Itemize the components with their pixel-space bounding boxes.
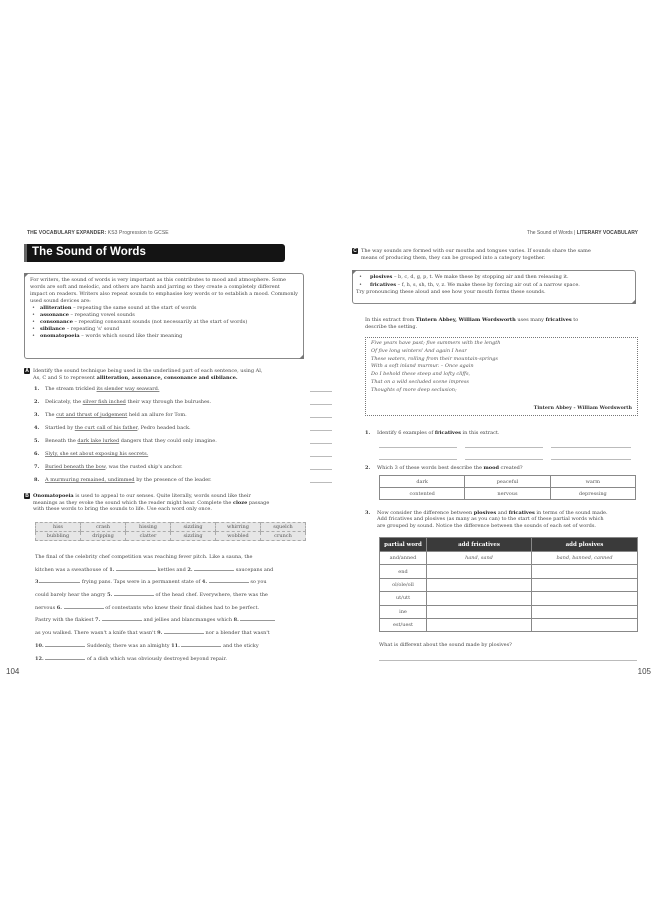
word-bank-cell: sizzling	[171, 532, 216, 541]
word-bank-cell: crash	[81, 523, 126, 532]
answer-line[interactable]	[310, 456, 332, 457]
answer-line[interactable]	[551, 459, 631, 460]
answer-line[interactable]	[310, 404, 332, 405]
section-badge-b: B	[25, 493, 29, 499]
cloze-blank[interactable]	[116, 565, 156, 571]
page-title: The Sound of Words	[32, 246, 147, 258]
poem-line: These waters, rolling from their mountain-springs	[371, 355, 498, 362]
word-bank-cell: clatter	[126, 532, 171, 541]
try-instruction: Try pronouncing these aloud and see how your mouth forms these sounds.	[356, 289, 546, 295]
mood-word-table	[379, 475, 636, 500]
running-header-right: The Sound of Words | LITERARY VOCABULARY	[526, 230, 638, 236]
poem-extract	[365, 337, 638, 416]
page-number-left: 104	[6, 667, 20, 676]
cloze-line: Pastry with the flakiest 7. and jellies and blancmanges which 8.	[35, 614, 310, 627]
running-header-left	[27, 230, 169, 236]
device-item: • consonance – repeating consonant sounds (not necessarily at the start of words)	[30, 319, 298, 326]
cloze-blank[interactable]	[209, 577, 249, 583]
column-header: partial word	[380, 538, 427, 552]
device-item: • sibilance – repeating 's' sound	[30, 326, 298, 333]
fricatives-cell: hand, sand	[427, 552, 532, 565]
question-1: 1. Identify 6 examples of fricatives in this extract.	[365, 430, 500, 436]
final-question: What is different about the sound made by plosives?	[379, 642, 512, 648]
answer-line[interactable]	[465, 459, 543, 460]
section-b: B Onomatopoeia is used to appeal to our senses. Quite literally, words sound like their meanings as they evoke the sound which the reader might hear. Complete the cloze passage with these words to bring the sounds to life. Use each word only once.	[25, 493, 270, 512]
poem-line: Five years have past; five summers with the length	[371, 340, 501, 346]
answer-line[interactable]	[551, 447, 631, 448]
question-row: 1. The stream trickled its slender way seaward.	[24, 384, 309, 397]
sound-device-list	[30, 305, 298, 340]
cloze-blank[interactable]	[181, 641, 221, 647]
word-bank-cell: hiss	[36, 523, 81, 532]
partial-word-cell: ol/ole/oll	[380, 578, 427, 591]
plosives-cell: band, banned, canned	[532, 552, 638, 565]
poem-line: Thoughts of more deep seclusion;	[371, 386, 457, 393]
answer-line[interactable]	[310, 482, 332, 483]
mood-word-cell[interactable]: nervous	[465, 488, 550, 500]
fricatives-cell[interactable]	[427, 565, 532, 578]
question-text: The stream trickled its slender way seaward.	[45, 386, 160, 392]
section-badge-c: C	[353, 248, 357, 254]
table-row	[380, 605, 638, 618]
section-a	[24, 368, 309, 488]
mood-word-cell[interactable]: warm	[550, 476, 635, 488]
column-header: add plosives	[532, 538, 638, 552]
word-bank-cell: wobbled	[216, 532, 261, 541]
cloze-line: 12. of a dish which was obviously destroyed beyond repair.	[35, 655, 227, 662]
mood-word-cell[interactable]: dark	[380, 476, 465, 488]
question-text: A murmuring remained, undimmed by the presence of the leader.	[45, 477, 212, 483]
question-row: 8. A murmuring remained, undimmed by the presence of the leader.	[24, 475, 309, 488]
cloze-blank[interactable]	[45, 641, 85, 647]
question-text: Buried beneath the bow, was the rusted ship's anchor.	[45, 464, 183, 470]
poem-line: Do I behold these steep and lofty cliffs,	[371, 371, 471, 378]
device-item: • onomatopoeia – words which sound like their meaning	[30, 333, 298, 340]
page-title-bar	[24, 244, 285, 262]
section-c-intro: C The way sounds are formed with our mouths and tongues varies. If sounds share the same means of producing them, they can be grouped into a category together.	[353, 248, 591, 261]
question-2: 2. Which 3 of these words best describe the mood created?	[365, 465, 523, 471]
partial-word-table	[379, 537, 638, 632]
cloze-line: as you walked. There wasn't a knife that wasn't 9. nor a blender that wasn't	[35, 630, 270, 637]
question-list	[24, 384, 309, 488]
table-row	[380, 578, 638, 591]
device-item: • assonance – repeating vowel sounds	[30, 312, 298, 319]
question-row: 3. The cut and thrust of judgement held an allure for Tom.	[24, 410, 309, 423]
section-a-prompt: A Identify the sound technique being used in the underlined part of each sentence, using Al, As, C and S to represent alliteration, assonance, consonance and sibilance.	[25, 368, 263, 381]
partial-word-cell: est/uest	[380, 618, 427, 631]
plosives-fricatives-box	[352, 270, 636, 304]
partial-word-cell: end	[380, 565, 427, 578]
fricatives-cell[interactable]	[427, 578, 532, 591]
question-row: 6. Slyly, she set about exposing his secrets.	[24, 449, 309, 462]
question-row: 4. Startled by the curt call of his father, Pedro headed back.	[24, 423, 309, 436]
word-bank-table	[35, 522, 306, 541]
partial-word-cell: ine	[380, 605, 427, 618]
cloze-passage	[35, 551, 310, 665]
cloze-blank[interactable]	[102, 615, 142, 621]
word-bank-cell: hissing	[126, 523, 171, 532]
answer-line[interactable]	[465, 447, 543, 448]
cloze-blank[interactable]	[114, 590, 154, 596]
answer-line[interactable]	[379, 447, 457, 448]
word-bank-cell: bubbling	[36, 532, 81, 541]
mood-word-cell[interactable]: depressing	[550, 488, 635, 500]
answer-line[interactable]	[310, 430, 332, 431]
plosives-cell[interactable]	[532, 605, 638, 618]
table-row	[380, 618, 638, 631]
question-row: 5. Beneath the dark lake lurked dangers that they could only imagine.	[24, 436, 309, 449]
device-item: • alliteration – repeating the same sound at the start of words	[30, 305, 298, 312]
poem-line: Of five long winters! And again I hear	[371, 347, 467, 354]
answer-line[interactable]	[310, 417, 332, 418]
word-bank-cell: squelch	[261, 523, 306, 532]
plosives-cell[interactable]	[532, 565, 638, 578]
cloze-line: kitchen was a sweathouse of 1. kettles and 2. saucepans and	[35, 566, 274, 573]
cloze-line: 3. frying pans. Taps were in a permanent state of 4. so you	[35, 579, 267, 586]
question-row: 7. Buried beneath the bow, was the rusted ship's anchor.	[24, 462, 309, 475]
mood-word-cell[interactable]: contented	[380, 488, 465, 500]
answer-line[interactable]	[310, 391, 332, 392]
question-text: The cut and thrust of judgement held an allure for Tom.	[45, 412, 187, 418]
cloze-blank[interactable]	[40, 577, 80, 583]
word-bank-cell: crunch	[261, 532, 306, 541]
poem-credit: Tintern Abbey - William Wordsworth	[533, 405, 632, 412]
answer-line[interactable]	[310, 469, 332, 470]
word-bank-cell: dripping	[81, 532, 126, 541]
poem-line: With a soft inland murmur. – Once again	[371, 363, 474, 370]
cloze-line: nervous 6. of contestants who knew their final dishes had to be perfect.	[35, 604, 260, 611]
cloze-blank[interactable]	[240, 615, 275, 621]
cloze-blank[interactable]	[45, 654, 85, 660]
extract-intro: In this extract from Tintern Abbey, William Wordsworth uses many fricatives to describe the setting.	[365, 317, 579, 330]
table-row	[380, 552, 638, 565]
question-text: Slyly, she set about exposing his secrets.	[45, 451, 149, 457]
question-text: Startled by the curt call of his father, Pedro headed back.	[45, 425, 191, 431]
question-text: Delicately, the silver fish inched their way through the bulrushes.	[45, 399, 212, 405]
cloze-blank[interactable]	[164, 628, 204, 634]
sound-category-item: • plosives – b, c, d, g, p, t. We make these by stopping air and then releasing it.	[357, 274, 631, 282]
cloze-blank[interactable]	[194, 565, 234, 571]
cloze-line: The final of the celebrity chef competition was reaching fever pitch. Like a sauna, the	[35, 554, 253, 560]
right-page	[330, 0, 660, 900]
answer-line[interactable]	[310, 443, 332, 444]
intro-box	[24, 273, 304, 359]
answer-line[interactable]	[379, 660, 637, 661]
cloze-line: 10. Suddenly, there was an almighty 11. and the sticky	[35, 642, 259, 649]
fricatives-cell[interactable]	[427, 618, 532, 631]
intro-text: For writers, the sound of words is very important as this contributes to mood and atmosphere. Some words are soft and melodic, and others are harsh and jarring so they create a completely different impact on readers. Writers also repeat sounds to emphasise key words or to establish a mood. Commonly used sound devices are:	[30, 277, 298, 304]
table-row	[380, 592, 638, 605]
table-row	[380, 565, 638, 578]
column-header: add fricatives	[427, 538, 532, 552]
answer-line[interactable]	[379, 459, 457, 460]
question-row: 2. Delicately, the silver fish inched their way through the bulrushes.	[24, 397, 309, 410]
fricatives-cell[interactable]	[427, 605, 532, 618]
word-bank-cell: whirring	[216, 523, 261, 532]
sound-category-item: • fricatives – f, h, s, sh, th, v, z. We make these by forcing air out of a narrow space.	[357, 282, 631, 290]
cloze-line: could barely hear the angry 5. of the head chef. Everywhere, there was the	[35, 592, 268, 599]
section-badge-a: A	[25, 368, 29, 374]
partial-word-cell: and/anned	[380, 552, 427, 565]
plosives-cell[interactable]	[532, 592, 638, 605]
series-title: THE VOCABULARY EXPANDER:	[27, 230, 107, 236]
page-number-right: 105	[637, 667, 651, 676]
partial-word-cell: ut/utt	[380, 592, 427, 605]
plosives-cell[interactable]	[532, 578, 638, 591]
mood-word-cell[interactable]: peaceful	[465, 476, 550, 488]
question-text: Beneath the dark lake lurked dangers that they could only imagine.	[45, 438, 217, 444]
series-subtitle: KS3 Progression to GCSE	[107, 230, 169, 236]
cloze-blank[interactable]	[64, 603, 104, 609]
fricatives-cell[interactable]	[427, 592, 532, 605]
poem-line: That on a wild secluded scene impress	[371, 378, 470, 385]
plosives-cell[interactable]	[532, 618, 638, 631]
word-bank-cell: sizzling	[171, 523, 216, 532]
question-3: 3. Now consider the difference between plosives and fricatives in terms of the sound made. Add fricatives and plosives (as many as you can) to the start of these partial words which are grouped by sound. Notice the difference between the sounds of each set of words.	[365, 510, 608, 529]
